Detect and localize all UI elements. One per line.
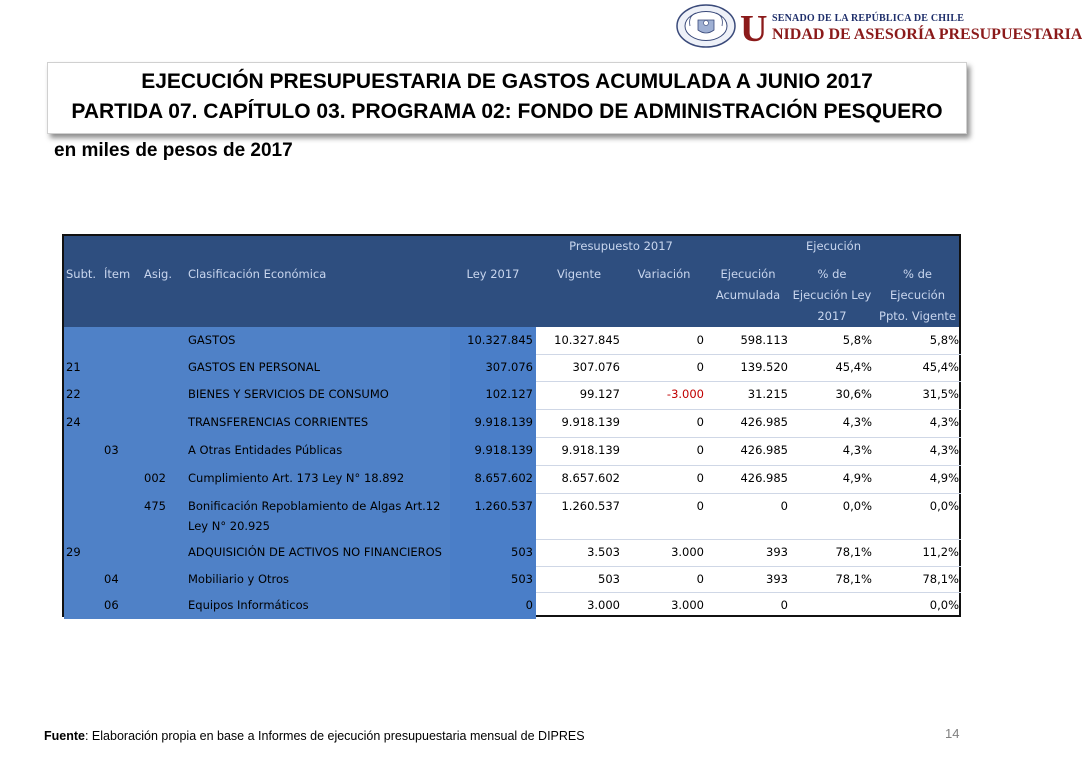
cell-ley-2017: 0 [525,598,533,612]
cell-subt: 21 [66,360,81,374]
cell-pct-vigente: 4,9% [929,471,959,485]
cell-variacion: 0 [696,415,704,429]
cell-clasificacion: BIENES Y SERVICIOS DE CONSUMO [188,387,389,401]
cell-vigente: 9.918.139 [561,415,620,429]
cell-ejecucion-acumulada: 393 [766,572,788,586]
cell-ley-2017: 307.076 [485,360,533,374]
row-divider [536,381,961,382]
cell-ejecucion-acumulada: 0 [780,598,788,612]
cell-subt: 29 [66,545,81,559]
cell-clasificacion: Bonificación Repoblamiento de Algas Art.12 [188,499,441,513]
cell-vigente: 3.000 [587,598,620,612]
cell-ley-2017: 9.918.139 [474,415,533,429]
cell-pct-vigente: 4,3% [929,443,959,457]
header-ejecucion-group: Ejecución [806,239,861,253]
header-pct-vigente-2: Ejecución [890,288,945,302]
cell-subt: 24 [66,415,81,429]
cell-pct-vigente: 0,0% [929,598,959,612]
cell-pct-ley: 45,4% [835,360,872,374]
cell-clasificacion: Mobiliario y Otros [188,572,290,586]
cell-pct-vigente: 5,8% [929,333,959,347]
cell-asig: 475 [144,499,166,513]
cell-ejecucion-acumulada: 139.520 [740,360,788,374]
header-pct-ley-3: 2017 [817,309,847,323]
cell-ejecucion-acumulada: 0 [780,499,788,513]
cell-ejecucion-acumulada: 426.985 [740,415,788,429]
cell-pct-ley: 30,6% [835,387,872,401]
row-divider [536,566,961,567]
cell-pct-ley: 5,8% [842,333,872,347]
senate-seal-logo [676,4,736,48]
header-ley-2017: Ley 2017 [466,267,520,281]
cell-pct-ley: 78,1% [835,572,872,586]
cell-item: 04 [104,572,119,586]
header-asig: Asig. [144,267,173,281]
row-divider [536,437,961,438]
cell-ejecucion-acumulada: 393 [766,545,788,559]
cell-clasificacion: GASTOS EN PERSONAL [188,360,321,374]
budget-table [62,234,961,617]
cell-asig: 002 [144,471,166,485]
cell-clasificacion: TRANSFERENCIAS CORRIENTES [188,415,369,429]
cell-variacion: -3.000 [666,387,704,401]
cell-pct-ley: 4,9% [842,471,872,485]
cell-ejecucion-acumulada: 426.985 [740,471,788,485]
cell-ejecucion-acumulada: 598.113 [740,333,788,347]
title-line-1: EJECUCIÓN PRESUPUESTARIA DE GASTOS ACUMULADA A JUNIO 2017 [141,70,873,93]
cell-vigente: 9.918.139 [561,443,620,457]
cell-item: 03 [104,443,119,457]
header-variacion: Variación [637,267,691,281]
cell-variacion: 0 [696,443,704,457]
cell-vigente: 8.657.602 [561,471,620,485]
cell-ley-2017: 503 [511,572,533,586]
cell-clasificacion: ADQUISICIÓN DE ACTIVOS NO FINANCIEROS [188,545,442,559]
units-subtitle: en miles de pesos de 2017 [54,140,293,161]
header-item: Ítem [104,267,131,281]
cell-clasificacion: Equipos Informáticos [188,598,309,612]
cell-vigente: 3.503 [587,545,620,559]
cell-clasificacion: GASTOS [188,333,236,347]
source-text: : Elaboración propia en base a Informes de ejecución presupuestaria mensual de DIPRES [84,729,585,743]
cell-subt: 22 [66,387,81,401]
cell-pct-ley: 0,0% [842,499,872,513]
header-pct-vigente-1: % de [903,267,932,281]
cell-vigente: 99.127 [579,387,620,401]
cell-variacion: 0 [696,572,704,586]
cell-pct-ley: 4,3% [842,443,872,457]
row-divider [536,592,961,593]
header-pct-vigente-3: Ppto. Vigente [879,309,956,323]
cell-pct-vigente: 11,2% [922,545,959,559]
row-divider [536,409,961,410]
header-presupuesto-group: Presupuesto 2017 [569,239,673,253]
header-ejecucion-acumulada-2: Acumulada [715,288,781,302]
cell-pct-vigente: 31,5% [922,387,959,401]
header-pct-ley-1: % de [817,267,847,281]
source-footnote [44,729,585,743]
cell-ley-2017: 102.127 [485,387,533,401]
row-divider [536,465,961,466]
header-vigente: Vigente [556,267,602,281]
cell-ley-2017: 503 [511,545,533,559]
logo-senado-text: SENADO DE LA REPÚBLICA DE CHILE [772,13,965,24]
cell-variacion: 3.000 [671,545,704,559]
logo-unidad-text: NIDAD DE ASESORÍA PRESUPUESTARIA [772,26,1082,43]
cell-pct-ley: 78,1% [835,545,872,559]
cell-ejecucion-acumulada: 31.215 [747,387,788,401]
cell-variacion: 0 [696,499,704,513]
cell-clasificacion: A Otras Entidades Públicas [188,443,343,457]
cell-vigente: 503 [598,572,620,586]
cell-ley-2017: 9.918.139 [474,443,533,457]
title-box [47,62,967,134]
cell-vigente: 1.260.537 [561,499,620,513]
cell-vigente: 307.076 [572,360,620,374]
row-divider [536,493,961,494]
cell-variacion: 0 [696,471,704,485]
cell-pct-vigente: 78,1% [922,572,959,586]
cell-pct-vigente: 0,0% [929,499,959,513]
cell-ley-2017: 1.260.537 [474,499,533,513]
header-pct-ley-2: Ejecución Ley [792,288,872,302]
logo-initial: U [740,8,768,50]
cell-vigente: 10.327.845 [554,333,620,347]
cell-variacion: 0 [696,360,704,374]
cell-clasificacion-continued: Ley N° 20.925 [188,519,270,533]
header-clasificacion: Clasificación Económica [188,267,327,281]
cell-pct-vigente: 45,4% [922,360,959,374]
page-number: 14 [945,726,960,741]
cell-variacion: 0 [696,333,704,347]
cell-pct-ley: 4,3% [842,415,872,429]
cell-ley-2017: 10.327.845 [467,333,533,347]
row-divider [536,539,961,540]
cell-ejecucion-acumulada: 426.985 [740,443,788,457]
cell-ley-2017: 8.657.602 [474,471,533,485]
title-line-2: PARTIDA 07. CAPÍTULO 03. PROGRAMA 02: FONDO DE ADMINISTRACIÓN PESQUERO [71,100,943,123]
header-subt: Subt. [66,267,97,281]
row-divider [536,354,961,355]
cell-clasificacion: Cumplimiento Art. 173 Ley N° 18.892 [188,471,405,485]
cell-variacion: 3.000 [671,598,704,612]
cell-item: 06 [104,598,119,612]
header-ejecucion-acumulada-1: Ejecución [720,267,776,281]
cell-pct-vigente: 4,3% [929,415,959,429]
source-label: Fuente [44,729,85,743]
